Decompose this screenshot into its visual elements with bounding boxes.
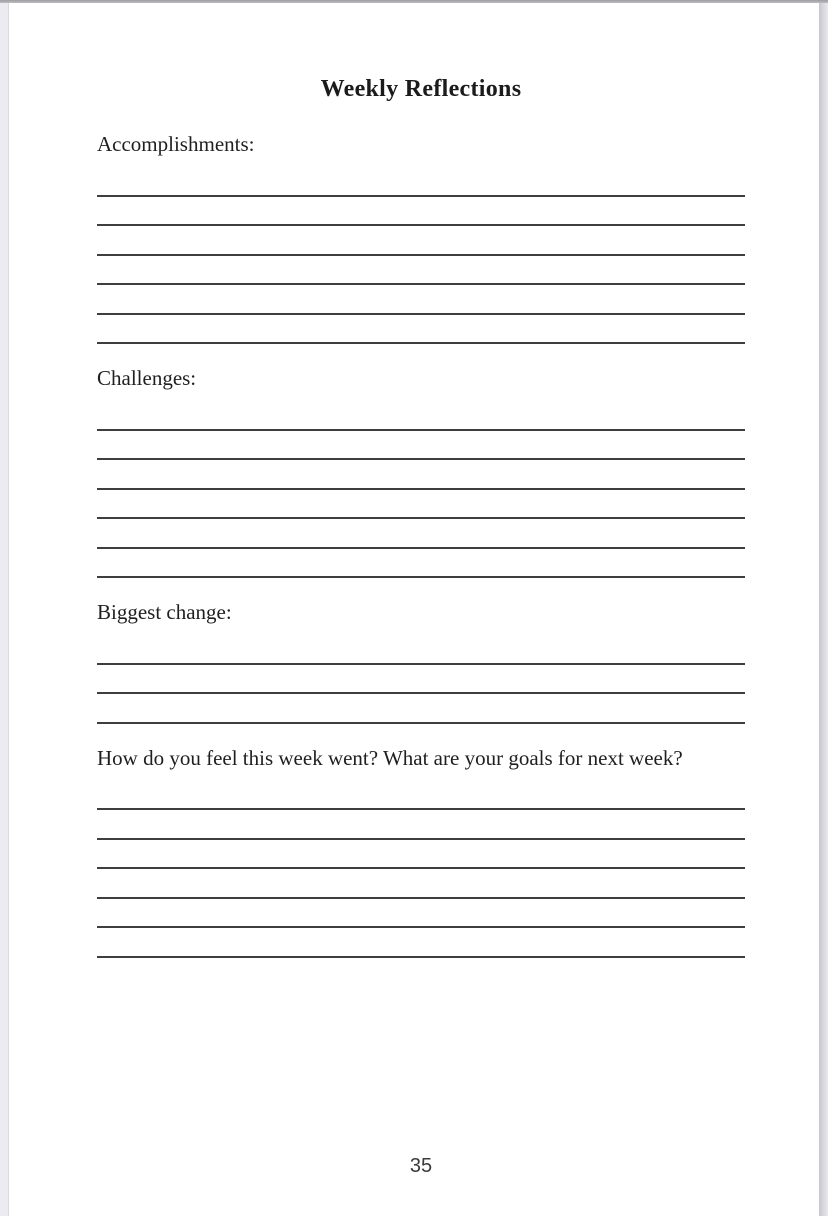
page-top-edge	[0, 0, 828, 3]
blank-line	[97, 490, 745, 520]
page-edge-shadow	[819, 3, 828, 1216]
section-biggest-change	[97, 600, 745, 724]
blank-line	[97, 401, 745, 431]
blank-line	[97, 869, 745, 899]
blank-line	[97, 167, 745, 197]
blank-line	[97, 519, 745, 549]
blank-line	[97, 928, 745, 958]
section-lines	[97, 167, 745, 344]
section-label: How do you feel this week went? What are your goals for next week?	[97, 745, 683, 770]
blank-line	[97, 635, 745, 665]
section-lines	[97, 401, 745, 578]
blank-line	[97, 840, 745, 870]
blank-line	[97, 460, 745, 490]
blank-line	[97, 431, 745, 461]
blank-line	[97, 197, 745, 227]
blank-line	[97, 781, 745, 811]
page-content	[97, 76, 745, 958]
blank-line	[97, 810, 745, 840]
book-page	[9, 3, 819, 1216]
section-lines	[97, 635, 745, 724]
worksheet-sections	[97, 132, 745, 958]
section-lines	[97, 781, 745, 958]
section-label: Challenges:	[97, 366, 197, 390]
blank-line	[97, 694, 745, 724]
page-left-edge	[0, 3, 9, 1216]
section-label: Biggest change:	[97, 600, 232, 624]
page-title: Weekly Reflections	[320, 76, 522, 102]
page-number: 35	[409, 1155, 433, 1177]
section-label: Accomplishments:	[97, 132, 255, 156]
section-reflection-question	[97, 746, 745, 958]
section-accomplishments	[97, 132, 745, 344]
blank-line	[97, 549, 745, 579]
blank-line	[97, 899, 745, 929]
blank-line	[97, 285, 745, 315]
blank-line	[97, 665, 745, 695]
blank-line	[97, 226, 745, 256]
blank-line	[97, 256, 745, 286]
section-challenges	[97, 366, 745, 578]
blank-line	[97, 315, 745, 345]
